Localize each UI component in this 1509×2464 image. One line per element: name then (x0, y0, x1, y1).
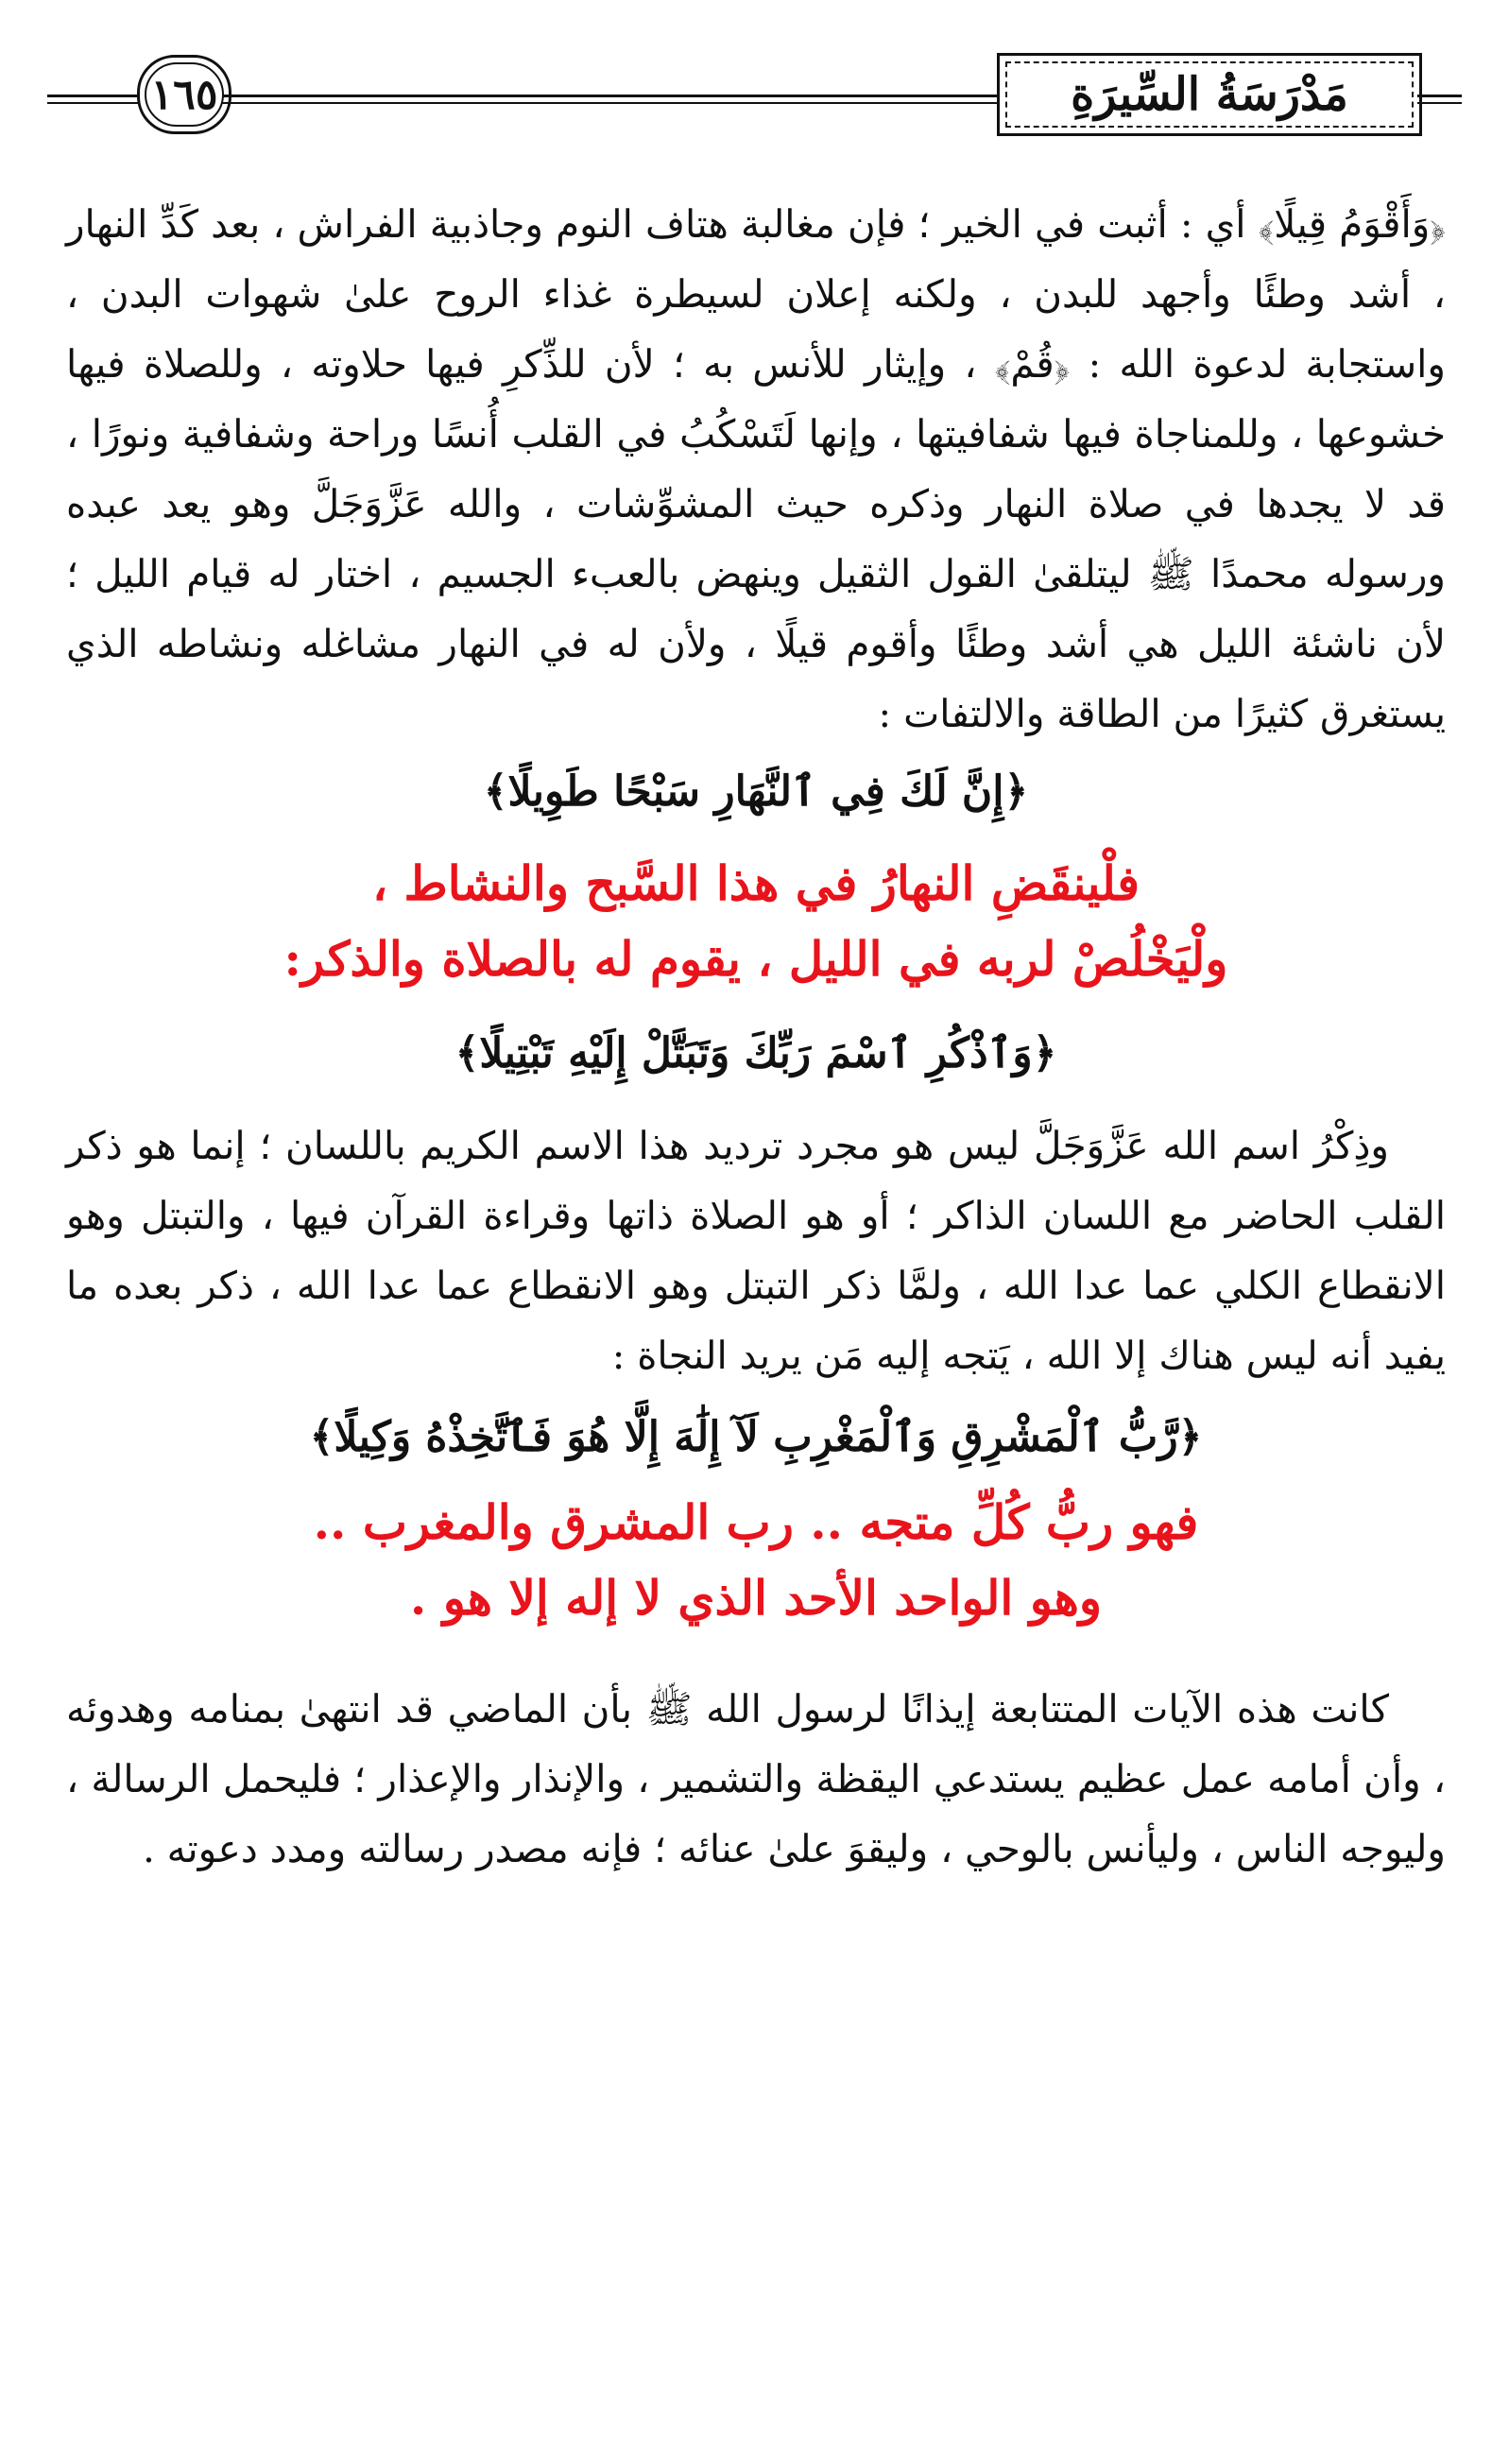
highlight-line-4: وهو الواحد الأحد الذي لا إله إلا هو . (409, 1570, 1103, 1626)
highlight-line-3: فهو ربُّ كُلِّ متجه .. رب المشرق والمغرب .. (313, 1494, 1199, 1550)
highlight-line-1: فلْينقَضِ النهارُ في هذا السَّبح والنشاط ، (371, 855, 1140, 911)
page-content (66, 189, 1446, 1884)
page-number: ١٦٥ (150, 70, 218, 119)
paragraph-3: كانت هذه الآيات المتتابعة إيذانًا لرسول الله ﷺ بأن الماضي قد انتهىٰ بمنامه وهدوئه ، وأن أمامه عمل عظيم يستدعي اليقظة والتشمير ، والإنذار والإعذار ؛ فليحمل الرسالة ، وليوجه الناس ، وليأنس بالوحي ، وليقوَ علىٰ عنائه ؛ فإنه مصدر رسالته ومدد دعوته . (66, 1686, 1446, 1871)
highlight-line-2: ولْيَخْلُصْ لربه في الليل ، يقوم له بالصلاة والذكر: (283, 931, 1228, 987)
paragraph-2: وذِكْرُ اسم الله عَزَّوَجَلَّ ليس هو مجرد ترديد هذا الاسم الكريم باللسان ؛ إنما هو ذكر القلب الحاضر مع اللسان الذاكر ؛ أو هو الصلاة ذاتها وقراءة القرآن فيها ، والتبتل وهو الانقطاع الكلي عما عدا الله ، ولمَّا ذكر التبتل وهو الانقطاع عما عدا الله ، ذكر بعده ما يفيد أنه ليس هناك إلا الله ، يَتجه إليه مَن يريد النجاة : (66, 1123, 1446, 1378)
header-rule (1417, 95, 1462, 97)
page-number-frame (137, 55, 231, 134)
quran-verse-1: ﴿إِنَّ لَكَ فِي ٱلنَّهَارِ سَبْحًا طَوِيلًا﴾ (483, 767, 1029, 816)
book-title: مَدْرَسَةُ السِّيرَةِ (1071, 68, 1348, 121)
header-rule (222, 95, 1006, 97)
paragraph-1: ﴿وَأَقْوَمُ قِيلًا﴾ أي : أثبت في الخير ؛ فإن مغالبة هتاف النوم وجاذبية الفراش ، بعد كَدِّ النهار ، أشد وطئًا وأجهد للبدن ، ولكنه إعلان لسيطرة غذاء الروح علىٰ شهوات البدن ، واستجابة لدعوة الله : ﴿قُمْ﴾ ، وإيثار للأنس به ؛ لأن للذِّكرِ فيها حلاوته ، وللصلاة فيها خشوعها ، وللمناجاة فيها شفافيتها ، وإنها لَتَسْكُبُ في القلب أُنسًا وراحة وشفافية ونورًا ، قد لا يجدها في صلاة النهار وذكره حيث المشوِّشات ، والله عَزَّوَجَلَّ وهو يعد عبده ورسوله محمدًا ﷺ ليتلقىٰ القول الثقيل وينهض بالعبء الجسيم ، اختار له قيام الليل ؛ لأن ناشئة الليل هي أشد وطئًا وأقوم قيلًا ، ولأن له في النهار مشاغله ونشاطه الذي يستغرق كثيرًا من الطاقة والالتفات : (66, 201, 1446, 736)
book-title-frame (997, 53, 1422, 136)
page-header (47, 45, 1462, 149)
quran-verse-2: ﴿وَٱذْكُرِ ٱسْمَ رَبِّكَ وَتَبَتَّلْ إِلَيْهِ تَبْتِيلًا﴾ (454, 1029, 1057, 1077)
quran-verse-3: ﴿رَّبُّ ٱلْمَشْرِقِ وَٱلْمَغْرِبِ لَآ إِلَٰهَ إِلَّا هُوَ فَٱتَّخِذْهُ وَكِيلًا﴾ (309, 1413, 1203, 1461)
header-rule (47, 95, 142, 97)
